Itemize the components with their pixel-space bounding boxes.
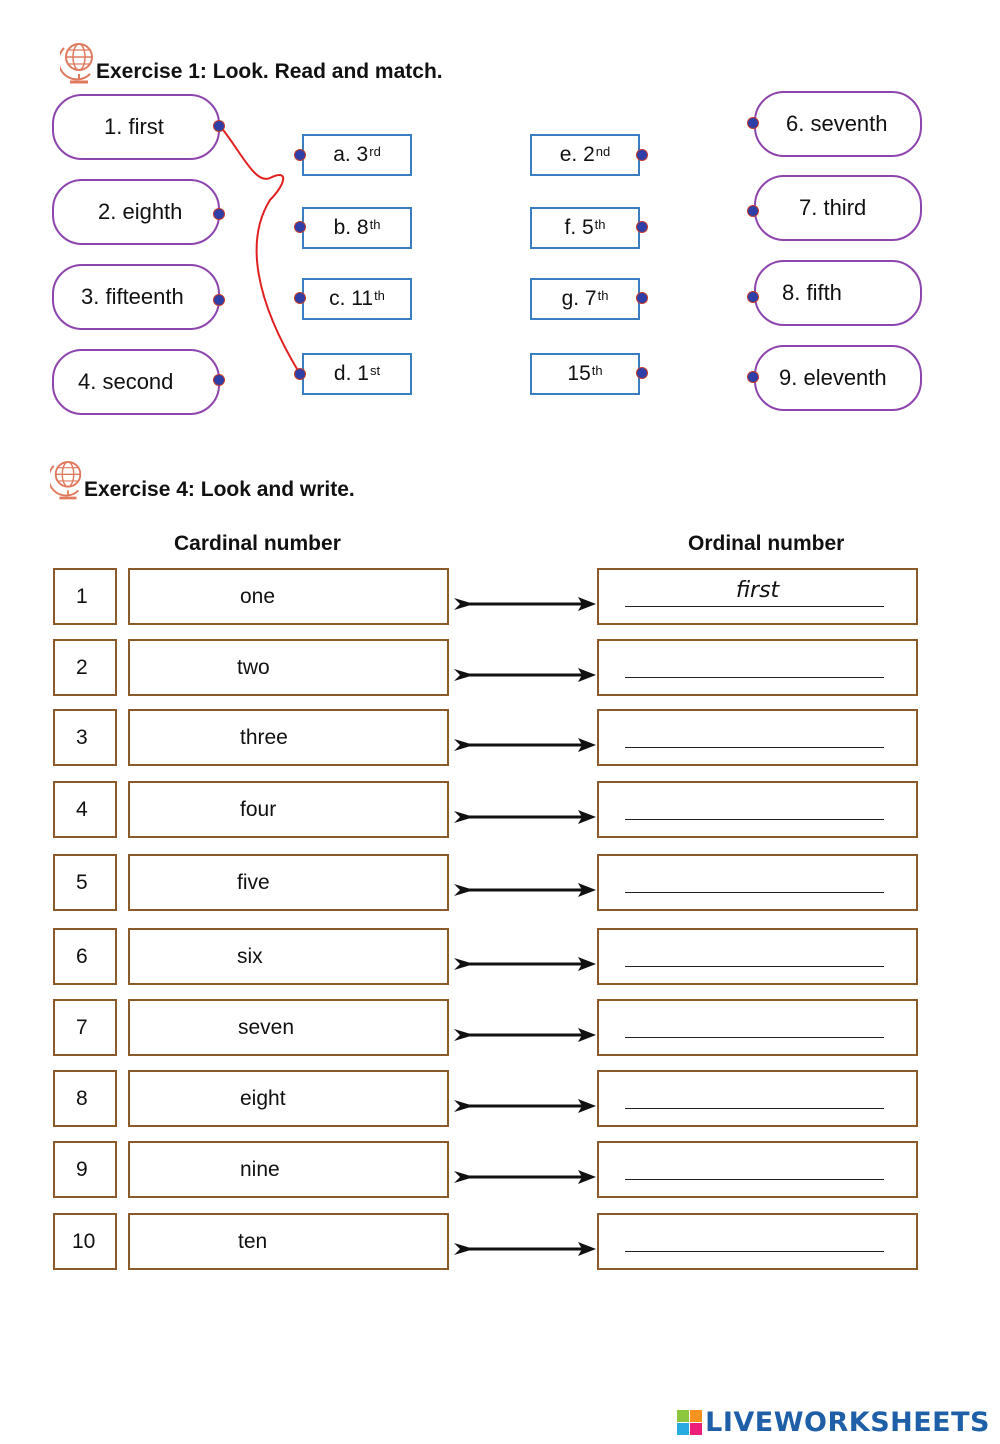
ordinal-box-b[interactable]: b. 8 $^{th}$ bbox=[302, 207, 412, 249]
connector-dot[interactable] bbox=[213, 208, 225, 220]
arrow-right-icon bbox=[452, 594, 598, 614]
answer-underline bbox=[625, 1037, 884, 1038]
ordinal-answer-text: first bbox=[735, 578, 780, 603]
connector-dot[interactable] bbox=[636, 292, 648, 304]
row-number-cell bbox=[53, 709, 117, 766]
row-number-cell bbox=[53, 854, 117, 911]
exercise4-title: Exercise 4: Look and write. bbox=[84, 478, 355, 501]
cardinal-word-cell bbox=[128, 1070, 449, 1127]
cardinal-word: five bbox=[237, 870, 270, 894]
exercise1-title: Exercise 1: Look. Read and match. bbox=[96, 60, 443, 83]
cardinal-word-cell bbox=[128, 999, 449, 1056]
row-number: 3 bbox=[76, 725, 88, 749]
arrow-right-icon bbox=[452, 807, 598, 827]
ordinal-header: Ordinal number bbox=[688, 532, 845, 555]
ordinal-box-c[interactable]: c. 11 $^{th}$ bbox=[302, 278, 412, 320]
globe-icon bbox=[50, 458, 86, 502]
answer-underline bbox=[625, 1251, 884, 1252]
ordinal-answer-field[interactable] bbox=[597, 1213, 918, 1270]
cardinal-word-cell bbox=[128, 854, 449, 911]
cardinal-word: nine bbox=[240, 1157, 280, 1181]
connector-dot[interactable] bbox=[294, 292, 306, 304]
arrow-right-icon bbox=[452, 1167, 598, 1187]
row-number-cell bbox=[53, 928, 117, 985]
ordinal-box-g[interactable]: g. 7 $^{th}$ bbox=[530, 278, 640, 320]
row-number-cell bbox=[53, 1141, 117, 1198]
arrow-right-icon bbox=[452, 1239, 598, 1259]
connector-dot[interactable] bbox=[747, 117, 759, 129]
cardinal-word-cell bbox=[128, 709, 449, 766]
connector-dot[interactable] bbox=[747, 205, 759, 217]
arrow-right-icon bbox=[452, 665, 598, 685]
row-number: 8 bbox=[76, 1086, 88, 1110]
row-number: 9 bbox=[76, 1157, 88, 1181]
word-pill-eleventh[interactable]: 9. eleventh bbox=[754, 345, 922, 411]
answer-underline bbox=[625, 966, 884, 967]
ordinal-answer-field[interactable] bbox=[597, 999, 918, 1056]
ordinal-box-f[interactable]: f. 5 $^{th}$ bbox=[530, 207, 640, 249]
connection-first-to-1st bbox=[220, 126, 300, 374]
cardinal-word: eight bbox=[240, 1086, 286, 1110]
connector-dot[interactable] bbox=[636, 367, 648, 379]
connector-dot[interactable] bbox=[747, 371, 759, 383]
cardinal-word: four bbox=[240, 797, 277, 821]
arrow-right-icon bbox=[452, 1096, 598, 1116]
arrow-right-icon bbox=[452, 1025, 598, 1045]
cardinal-word: seven bbox=[238, 1015, 295, 1039]
liveworksheets-logo bbox=[677, 1407, 990, 1438]
row-number: 1 bbox=[76, 584, 88, 608]
connector-dot[interactable] bbox=[294, 221, 306, 233]
word-pill-first[interactable]: 1. first bbox=[52, 94, 220, 160]
arrow-right-icon bbox=[452, 880, 598, 900]
cardinal-word: two bbox=[237, 655, 270, 679]
row-number: 4 bbox=[76, 797, 88, 821]
row-number: 6 bbox=[76, 944, 88, 968]
cardinal-word-cell bbox=[128, 568, 449, 625]
answer-underline bbox=[625, 819, 884, 820]
connector-dot[interactable] bbox=[213, 294, 225, 306]
cardinal-word: six bbox=[237, 944, 263, 968]
ordinal-box-a[interactable]: a. 3 $^{rd}$ bbox=[302, 134, 412, 176]
word-pill-fifteenth[interactable]: 3. fifteenth bbox=[52, 264, 220, 330]
row-number-cell bbox=[53, 1213, 117, 1270]
ordinal-answer-field[interactable] bbox=[597, 1070, 918, 1127]
connector-dot[interactable] bbox=[636, 221, 648, 233]
cardinal-header: Cardinal number bbox=[174, 532, 341, 555]
ordinal-answer-field[interactable] bbox=[597, 854, 918, 911]
connector-dot[interactable] bbox=[294, 149, 306, 161]
row-number-cell bbox=[53, 999, 117, 1056]
row-number-cell bbox=[53, 568, 117, 625]
row-number: 7 bbox=[76, 1015, 88, 1039]
row-number: 5 bbox=[76, 870, 88, 894]
arrow-right-icon bbox=[452, 735, 598, 755]
ordinal-answer-field[interactable] bbox=[597, 709, 918, 766]
logo-text: LIVEWORKSHEETS bbox=[705, 1407, 990, 1438]
connector-dot[interactable] bbox=[636, 149, 648, 161]
answer-underline bbox=[625, 1179, 884, 1180]
cardinal-word-cell bbox=[128, 1213, 449, 1270]
word-pill-eighth[interactable]: 2. eighth bbox=[52, 179, 220, 245]
row-number: 10 bbox=[72, 1229, 96, 1253]
logo-blocks-icon bbox=[677, 1410, 703, 1436]
cardinal-word: one bbox=[240, 584, 276, 608]
answer-underline bbox=[625, 677, 884, 678]
ordinal-answer-field[interactable] bbox=[597, 639, 918, 696]
cardinal-word: three bbox=[240, 725, 288, 749]
cardinal-word-cell bbox=[128, 1141, 449, 1198]
connector-dot[interactable] bbox=[294, 368, 306, 380]
cardinal-word-cell bbox=[128, 639, 449, 696]
ordinal-answer-field[interactable] bbox=[597, 781, 918, 838]
connector-dot[interactable] bbox=[747, 291, 759, 303]
answer-underline bbox=[625, 606, 884, 607]
cardinal-word-cell bbox=[128, 781, 449, 838]
row-number-cell bbox=[53, 1070, 117, 1127]
ordinal-answer-field[interactable] bbox=[597, 1141, 918, 1198]
connector-dot[interactable] bbox=[213, 120, 225, 132]
arrow-right-icon bbox=[452, 954, 598, 974]
word-pill-third[interactable]: 7. third bbox=[754, 175, 922, 241]
word-pill-second[interactable]: 4. second bbox=[52, 349, 220, 415]
row-number: 2 bbox=[76, 655, 88, 679]
cardinal-word: ten bbox=[238, 1229, 268, 1253]
answer-underline bbox=[625, 1108, 884, 1109]
row-number-cell bbox=[53, 781, 117, 838]
answer-underline bbox=[625, 747, 884, 748]
word-pill-fifth[interactable]: 8. fifth bbox=[754, 260, 922, 326]
connector-dot[interactable] bbox=[213, 374, 225, 386]
row-number-cell bbox=[53, 639, 117, 696]
ordinal-answer-field[interactable] bbox=[597, 568, 918, 625]
ordinal-box-e[interactable]: e. 2 $^{nd}$ bbox=[530, 134, 640, 176]
word-pill-seventh[interactable]: 6. seventh bbox=[754, 91, 922, 157]
ordinal-answer-field[interactable] bbox=[597, 928, 918, 985]
ordinal-box-d[interactable]: d. 1 $^{st}$ bbox=[302, 353, 412, 395]
cardinal-word-cell bbox=[128, 928, 449, 985]
answer-underline bbox=[625, 892, 884, 893]
ordinal-box-15th[interactable]: 15 $^{th}$ bbox=[530, 353, 640, 395]
